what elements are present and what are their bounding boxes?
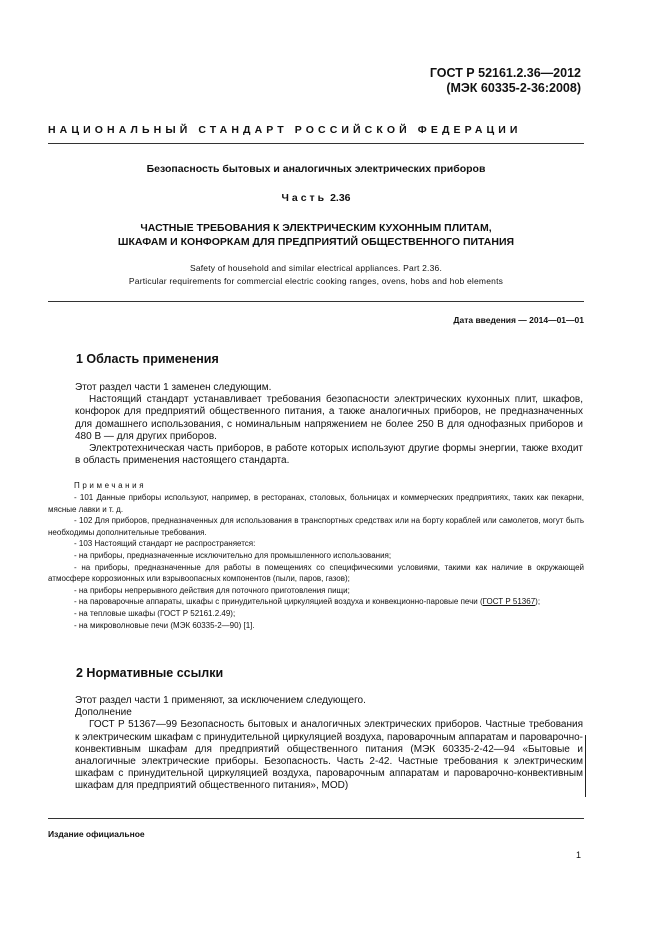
section-2-heading: 2 Нормативные ссылки: [76, 666, 224, 680]
notes-list: [48, 492, 584, 631]
standard-code: ГОСТ Р 52161.2.36—2012: [429, 66, 581, 80]
paragraph: ГОСТ Р 51367—99 Безопасность бытовых и аналогичных электрических приборов. Частные требования к электрическим шкафам с принудительной циркуляцией воздуха, пароварочным аппаратам и пароварочно-конвективным шкафам для предприятий общественного питания (МЭК 60335-2-42—94 «Бытовые и аналогичные электрические приборы. Безопасность. Часть 2-42. Частные требования к электрическим шкафам с принудительной циркуляцией воздуха, пароварочным аппаратам и пароварочно-конвективным шкафам для предприятий общественного питания», MOD): [75, 719, 583, 792]
standard-code-block: [430, 66, 581, 96]
national-standard-header: НАЦИОНАЛЬНЫЙ СТАНДАРТ РОССИЙСКОЙ ФЕДЕРАЦИИ: [48, 124, 522, 136]
part-title: [48, 192, 584, 204]
main-title-line: ЧАСТНЫЕ ТРЕБОВАНИЯ К ЭЛЕКТРИЧЕСКИМ КУХОННЫМ ПЛИТАМ,: [140, 222, 492, 234]
intro-divider: [48, 301, 584, 302]
section-2-body: [75, 695, 583, 793]
english-title-line: Particular requirements for commercial electric cooking ranges, ovens, hobs and hob elements: [128, 275, 504, 286]
introduction-date: Дата введения — 2014—01—01: [453, 315, 584, 325]
gost-51367-link[interactable]: ГОСТ Р 51367: [482, 597, 536, 607]
paragraph: Настоящий стандарт устанавливает требования безопасности электрических кухонных плит, шкафов, конфорок для предприятий общественного питания, а также аналогичных приборов, не предназначенных для домашнего использования, с номинальным напряжением не более 250 В для однофазных приборов и 480 В — для других приборов.: [75, 394, 583, 442]
paragraph: Этот раздел части 1 заменен следующим.: [75, 382, 272, 393]
note-item: [48, 596, 584, 608]
note-item: - на приборы, предназначенные исключительно для промышленного использования;: [74, 550, 392, 560]
part-number: 2.36: [330, 192, 351, 204]
note-text: );: [535, 597, 541, 607]
paragraph: Этот раздел части 1 применяют, за исключением следующего.: [75, 695, 366, 706]
note-text: - на пароварочные аппараты, шкафы с принудительной циркуляцией воздуха и конвекционно-паровые печи (: [74, 597, 483, 607]
notes-heading: Примечания: [74, 481, 147, 490]
note-item: - 103 Настоящий стандарт не распространяется:: [74, 539, 256, 549]
paragraph: Дополнение: [75, 707, 132, 719]
page-number: 1: [575, 850, 581, 860]
general-title: Безопасность бытовых и аналогичных электрических приборов: [146, 163, 486, 175]
footer-divider: [48, 818, 584, 819]
note-item: - на приборы, предназначенные для работы в помещениях со специфическими условиями, такими как наличие в окружающей атмосфере коррозионных или взрывоопасных компонентов (пыли, паров, газов);: [48, 562, 584, 584]
section-1-body: [75, 382, 583, 467]
part-word: Часть: [281, 192, 328, 204]
note-item: - 101 Данные приборы используют, например, в ресторанах, столовых, больницах и коммерческих предприятиях, таких как пекарни, мясные лавки и т. д.: [48, 493, 584, 514]
note-item: - на приборы непрерывного действия для поточного приготовления пищи;: [74, 585, 350, 595]
english-title-line: Safety of household and similar electrical appliances. Part 2.36.: [189, 263, 443, 273]
iec-code: (МЭК 60335-2-36:2008): [446, 81, 581, 95]
paragraph: Электротехническая часть приборов, в работе которых используют другие формы энергии, также входит в область применения настоящего стандарта.: [75, 443, 583, 467]
section-1-heading: 1 Область применения: [76, 352, 219, 366]
main-title: [48, 221, 584, 249]
edition-label: Издание официальное: [48, 829, 145, 839]
main-title-line: ШКАФАМ И КОНФОРКАМ ДЛЯ ПРЕДПРИЯТИЙ ОБЩЕСТВЕННОГО ПИТАНИЯ: [117, 236, 515, 248]
note-item: - 102 Для приборов, предназначенных для использования в транспортных средствах или на борту кораблей или самолетов, могут быть необходимы дополнительные требования.: [48, 516, 584, 537]
header-divider: [48, 143, 584, 144]
change-bar: [585, 735, 586, 797]
note-item: - на микроволновые печи (МЭК 60335-2—90) [1].: [74, 620, 255, 630]
english-title: [48, 262, 584, 287]
note-item: - на тепловые шкафы (ГОСТ Р 52161.2.49);: [74, 608, 236, 618]
